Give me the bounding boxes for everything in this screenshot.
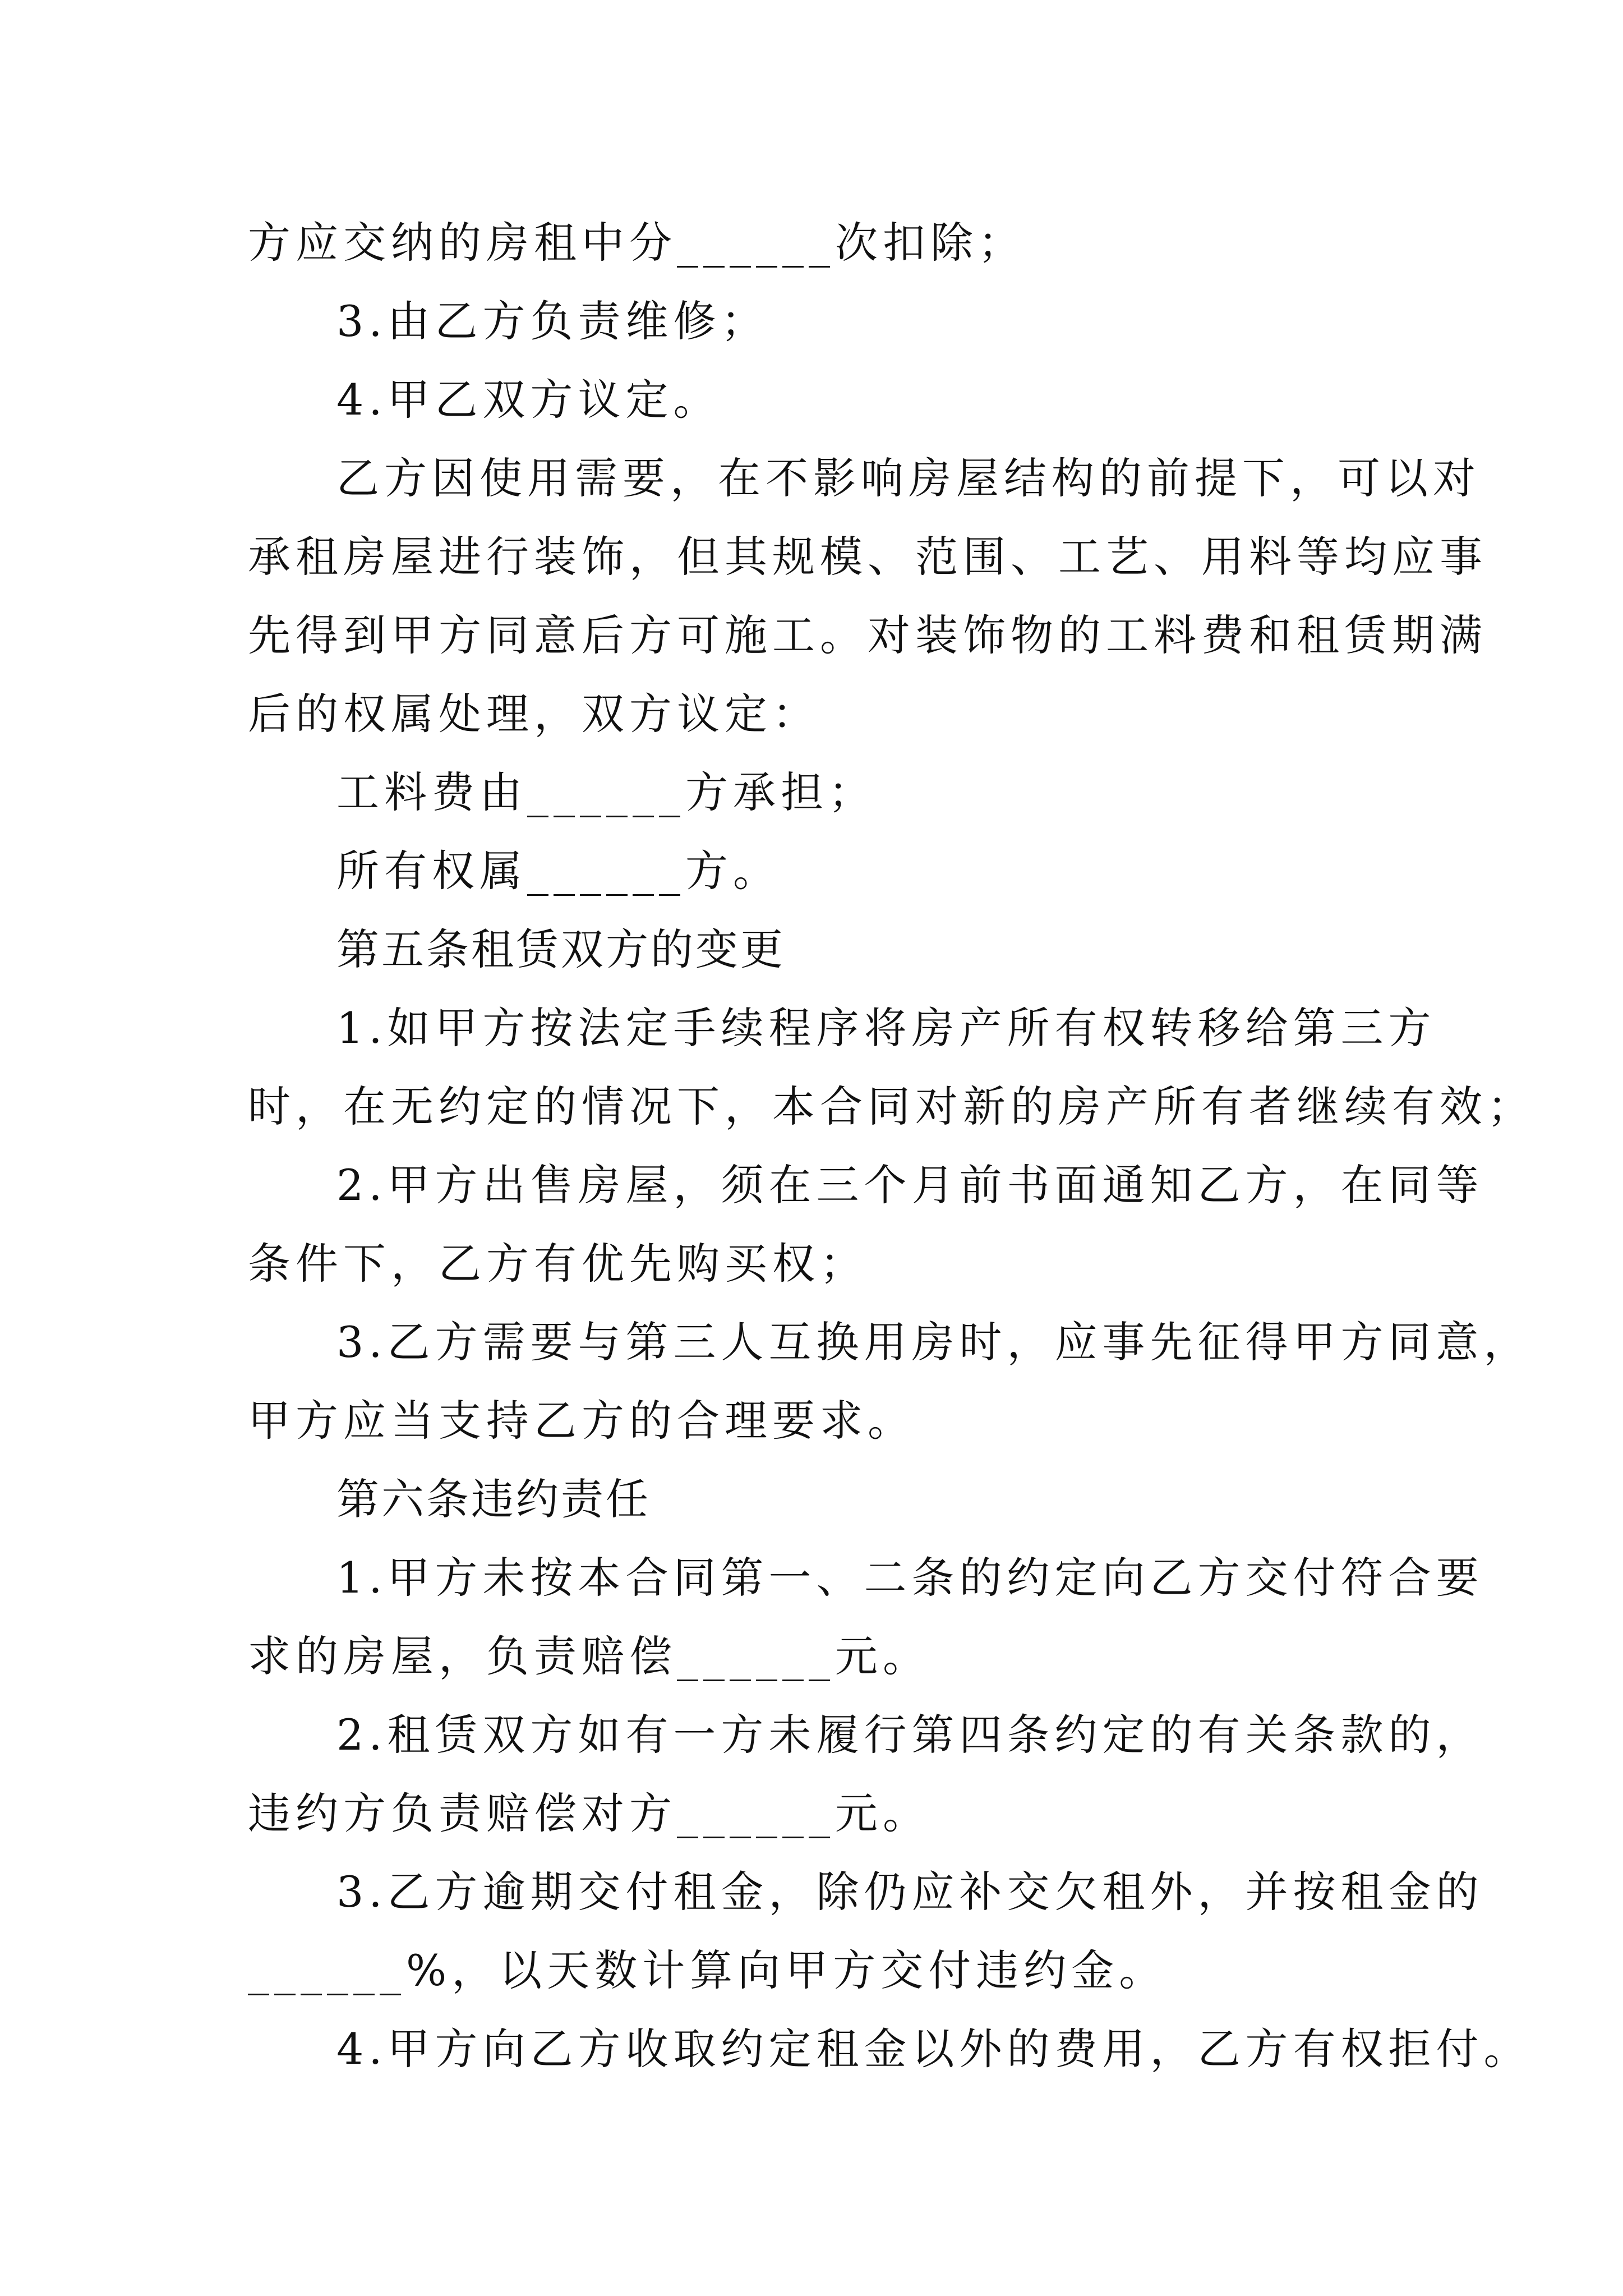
text-line-3: 4.甲乙双方议定。 xyxy=(336,375,721,425)
text-line-20: 2.租赁双方如有一方未履行第四条约定的有关条款的， xyxy=(336,1710,1484,1760)
text-line-1: 方应交纳的房租中分______次扣除； xyxy=(248,218,1026,268)
text-line-4: 乙方因使用需要，在不影响房屋结构的前提下，可以对 xyxy=(336,453,1481,503)
text-line-11: 1.如甲方按法定手续程序将房产所有权转移给第三方 xyxy=(336,1003,1436,1053)
text-line-24: 4.甲方向乙方收取约定租金以外的费用，乙方有权拒付。 xyxy=(336,2024,1532,2074)
text-line-6: 先得到甲方同意后方可施工。对装饰物的工料费和租赁期满 xyxy=(248,610,1487,660)
text-line-15: 3.乙方需要与第三人互换用房时，应事先征得甲方同意， xyxy=(336,1317,1532,1367)
text-line-8: 工料费由______方承担； xyxy=(336,767,876,817)
text-line-12: 时，在无约定的情况下，本合同对新的房产所有者继续有效； xyxy=(248,1082,1535,1131)
text-line-7: 后的权属处理，双方议定： xyxy=(248,689,820,739)
text-line-16: 甲方应当支持乙方的合理要求。 xyxy=(248,1396,915,1446)
text-line-5: 承租房屋进行装饰，但其规模、范围、工艺、用料等均应事 xyxy=(248,532,1487,582)
text-line-9: 所有权属______方。 xyxy=(336,846,781,896)
section-heading-6: 第六条违约责任 xyxy=(336,1474,651,1524)
text-line-23: ______%，以天数计算向甲方交付违约金。 xyxy=(248,1945,1167,1995)
text-line-22: 3.乙方逾期交付租金，除仍应补交欠租外，并按租金的 xyxy=(336,1867,1484,1917)
text-line-2: 3.由乙方负责维修； xyxy=(336,296,769,346)
text-line-19: 求的房屋，负责赔偿______元。 xyxy=(248,1631,930,1681)
section-heading-5: 第五条租赁双方的变更 xyxy=(336,924,785,974)
text-line-21: 违约方负责赔偿对方______元。 xyxy=(248,1788,930,1838)
text-line-13: 2.甲方出售房屋，须在三个月前书面通知乙方，在同等 xyxy=(336,1160,1484,1210)
text-line-14: 条件下，乙方有优先购买权； xyxy=(248,1239,868,1289)
text-line-18: 1.甲方未按本合同第一、二条的约定向乙方交付符合要 xyxy=(336,1553,1484,1603)
